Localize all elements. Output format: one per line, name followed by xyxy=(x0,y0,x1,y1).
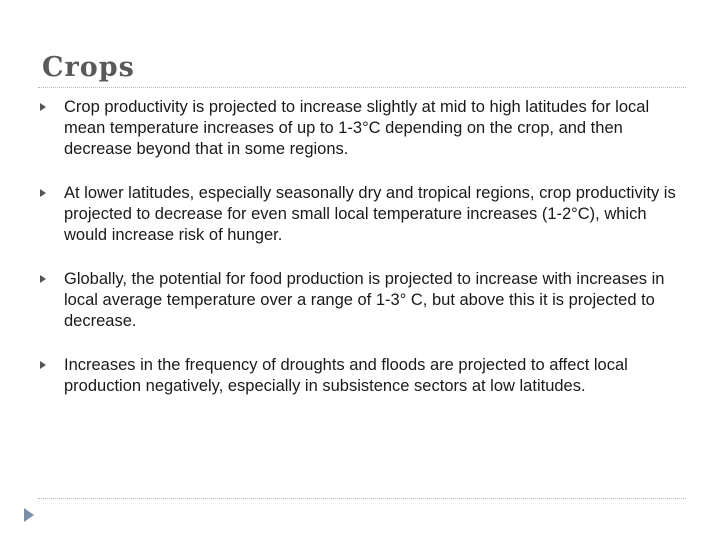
title-divider xyxy=(38,87,686,88)
bullet-item xyxy=(38,183,678,246)
play-icon[interactable] xyxy=(24,508,34,522)
bullet-item xyxy=(38,269,678,332)
bullet-text: Globally, the potential for food production is projected to increase with increases in local average temperature over a range of 1-3° C, but above this it is projected to decrease. xyxy=(64,270,665,330)
bullet-item xyxy=(38,97,678,160)
triangle-right-icon xyxy=(40,275,46,283)
bullet-item xyxy=(38,355,678,397)
triangle-right-icon xyxy=(40,361,46,369)
bullet-text: Crop productivity is projected to increase slightly at mid to high latitudes for local mean temperature increases of up to 1-3°C depending on the crop, and then decrease beyond that in some regions. xyxy=(64,98,650,158)
bullet-list xyxy=(38,97,678,420)
bullet-text: Increases in the frequency of droughts and floods are projected to affect local production negatively, especially in subsistence sectors at low latitudes. xyxy=(64,356,628,395)
triangle-right-icon xyxy=(40,189,46,197)
bullet-text: At lower latitudes, especially seasonally dry and tropical regions, crop productivity is projected to decrease for even small local temperature increases (1-2°C), which would increase risk of hunger. xyxy=(64,184,676,244)
footer-divider xyxy=(38,498,686,499)
triangle-right-icon xyxy=(40,103,46,111)
slide-title: Crops xyxy=(42,52,135,83)
